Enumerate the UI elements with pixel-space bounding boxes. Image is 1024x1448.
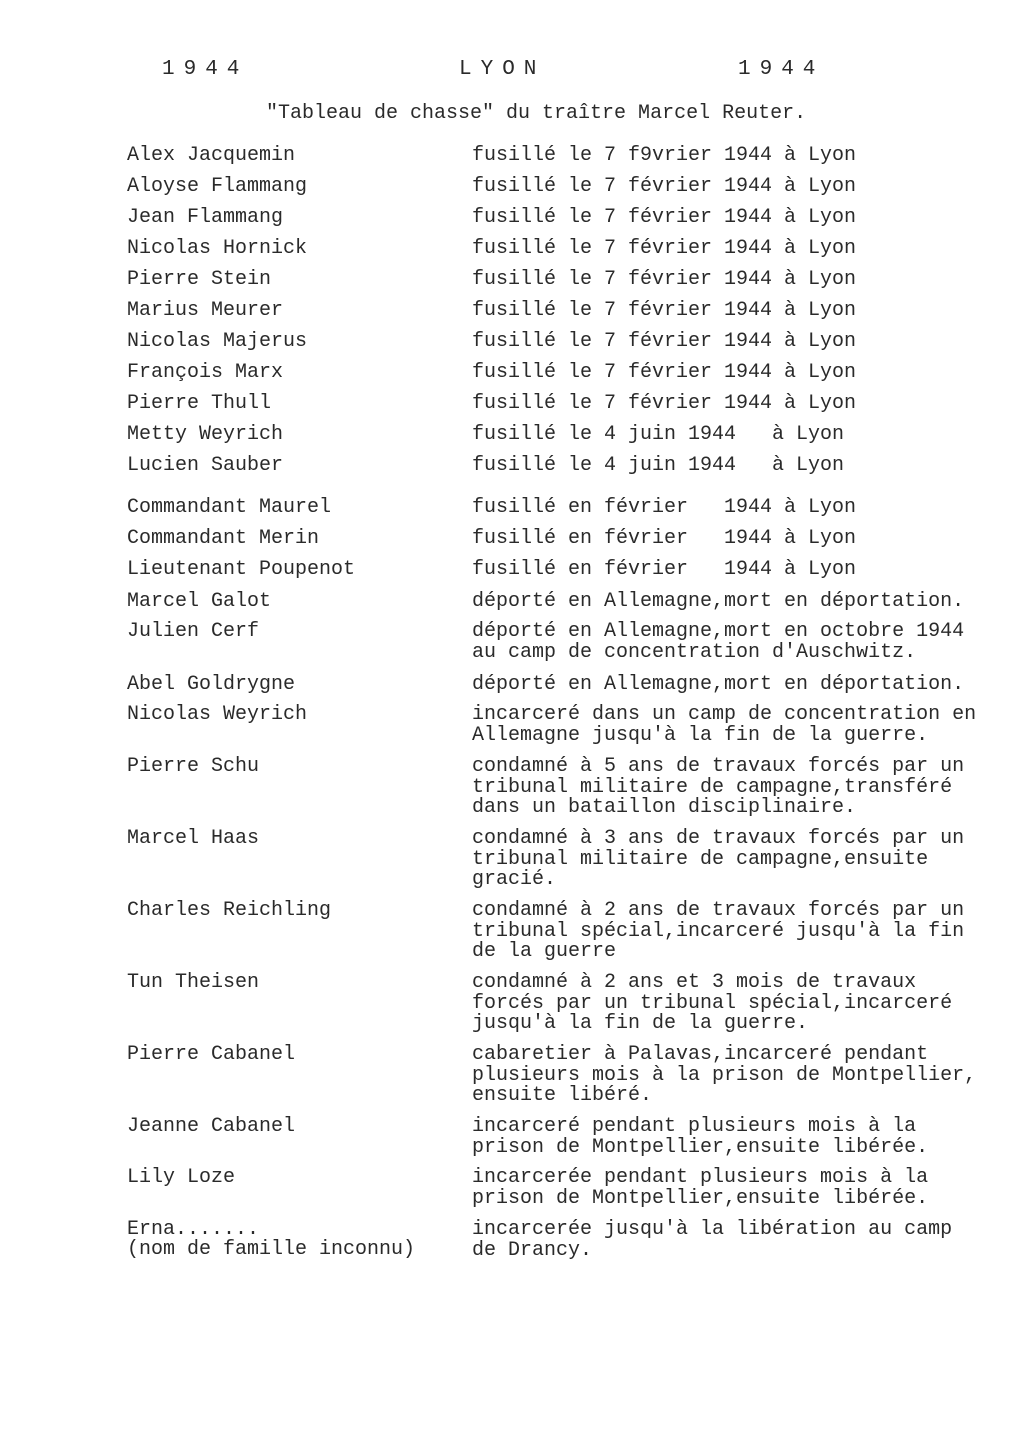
victim-name: Alex Jacquemin [127,144,296,167]
victim-fate: condamné à 3 ans de travaux forcés par un tribunal militaire de campagne,ensuite gracié. [472,827,965,891]
victim-fate: cabaretier à Palavas,incarceré pendant plusieurs mois à la prison de Montpellier, ensuite libéré. [472,1043,977,1107]
victim-name: Erna....... (nom de famille inconnu) [127,1218,416,1261]
document-title: "Tableau de chasse" du traître Marcel Reuter. [266,102,807,125]
victim-fate: fusillé le 4 juin 1944 à Lyon [472,423,845,446]
victim-name: Pierre Thull [127,392,272,415]
victim-name: Charles Reichling [127,899,332,922]
victim-name: Jeanne Cabanel [127,1115,296,1138]
victim-fate: déporté en Allemagne,mort en déportation. [472,673,965,696]
victim-name: Nicolas Weyrich [127,703,308,726]
victim-fate: déporté en Allemagne,mort en octobre 1944 au camp de concentration d'Auschwitz. [472,620,965,664]
victim-name: Lily Loze [127,1166,236,1189]
victim-name: Lieutenant Poupenot [127,558,356,581]
victim-name: Commandant Merin [127,527,320,550]
victim-fate: condamné à 2 ans et 3 mois de travaux forcés par un tribunal spécial,incarceré jusqu'à la fin de la guerre. [472,971,953,1035]
victim-fate: déporté en Allemagne,mort en déportation. [472,590,965,613]
victim-name: Metty Weyrich [127,423,284,446]
header-year-left: 1944 [162,58,249,81]
victim-name: François Marx [127,361,284,384]
victim-fate: fusillé le 7 février 1944 à Lyon [472,268,857,291]
victim-fate: fusillé le 7 février 1944 à Lyon [472,175,857,198]
victim-fate: condamné à 2 ans de travaux forcés par un tribunal spécial,incarceré jusqu'à la fin de la guerre [472,899,965,963]
victim-name: Pierre Schu [127,755,260,778]
victim-fate: fusillé en février 1944 à Lyon [472,527,857,550]
victim-name: Pierre Cabanel [127,1043,296,1066]
victim-name: Marcel Haas [127,827,260,850]
victim-fate: incarcerée jusqu'à la libération au camp de Drancy. [472,1218,953,1262]
victim-fate: condamné à 5 ans de travaux forcés par un tribunal militaire de campagne,transféré dans un bataillon disciplinaire. [472,755,965,819]
victim-fate: incarceré pendant plusieurs mois à la prison de Montpellier,ensuite libérée. [472,1115,929,1159]
victim-name: Tun Theisen [127,971,260,994]
victim-fate: fusillé le 4 juin 1944 à Lyon [472,454,845,477]
header-city: LYON [459,58,546,81]
victim-name: Aloyse Flammang [127,175,308,198]
victim-name: Nicolas Majerus [127,330,308,353]
header-year-right: 1944 [738,58,825,81]
victim-fate: fusillé en février 1944 à Lyon [472,558,857,581]
victim-name: Jean Flammang [127,206,284,229]
victim-name: Pierre Stein [127,268,272,291]
victim-name: Nicolas Hornick [127,237,308,260]
victim-name: Julien Cerf [127,620,260,643]
victim-fate: incarcerée pendant plusieurs mois à la prison de Montpellier,ensuite libérée. [472,1166,929,1210]
victim-fate: fusillé le 7 février 1944 à Lyon [472,392,857,415]
victim-fate: fusillé le 7 février 1944 à Lyon [472,361,857,384]
victim-fate: incarceré dans un camp de concentration en Allemagne jusqu'à la fin de la guerre. [472,703,977,747]
victim-name: Lucien Sauber [127,454,284,477]
victim-name: Marius Meurer [127,299,284,322]
victim-fate: fusillé en février 1944 à Lyon [472,496,857,519]
victim-fate: fusillé le 7 février 1944 à Lyon [472,237,857,260]
victim-fate: fusillé le 7 février 1944 à Lyon [472,299,857,322]
victim-name: Commandant Maurel [127,496,332,519]
victim-name: Abel Goldrygne [127,673,296,696]
victim-fate: fusillé le 7 février 1944 à Lyon [472,330,857,353]
victim-name: Marcel Galot [127,590,272,613]
victim-fate: fusillé le 7 février 1944 à Lyon [472,206,857,229]
victim-fate: fusillé le 7 f9vrier 1944 à Lyon [472,144,857,167]
